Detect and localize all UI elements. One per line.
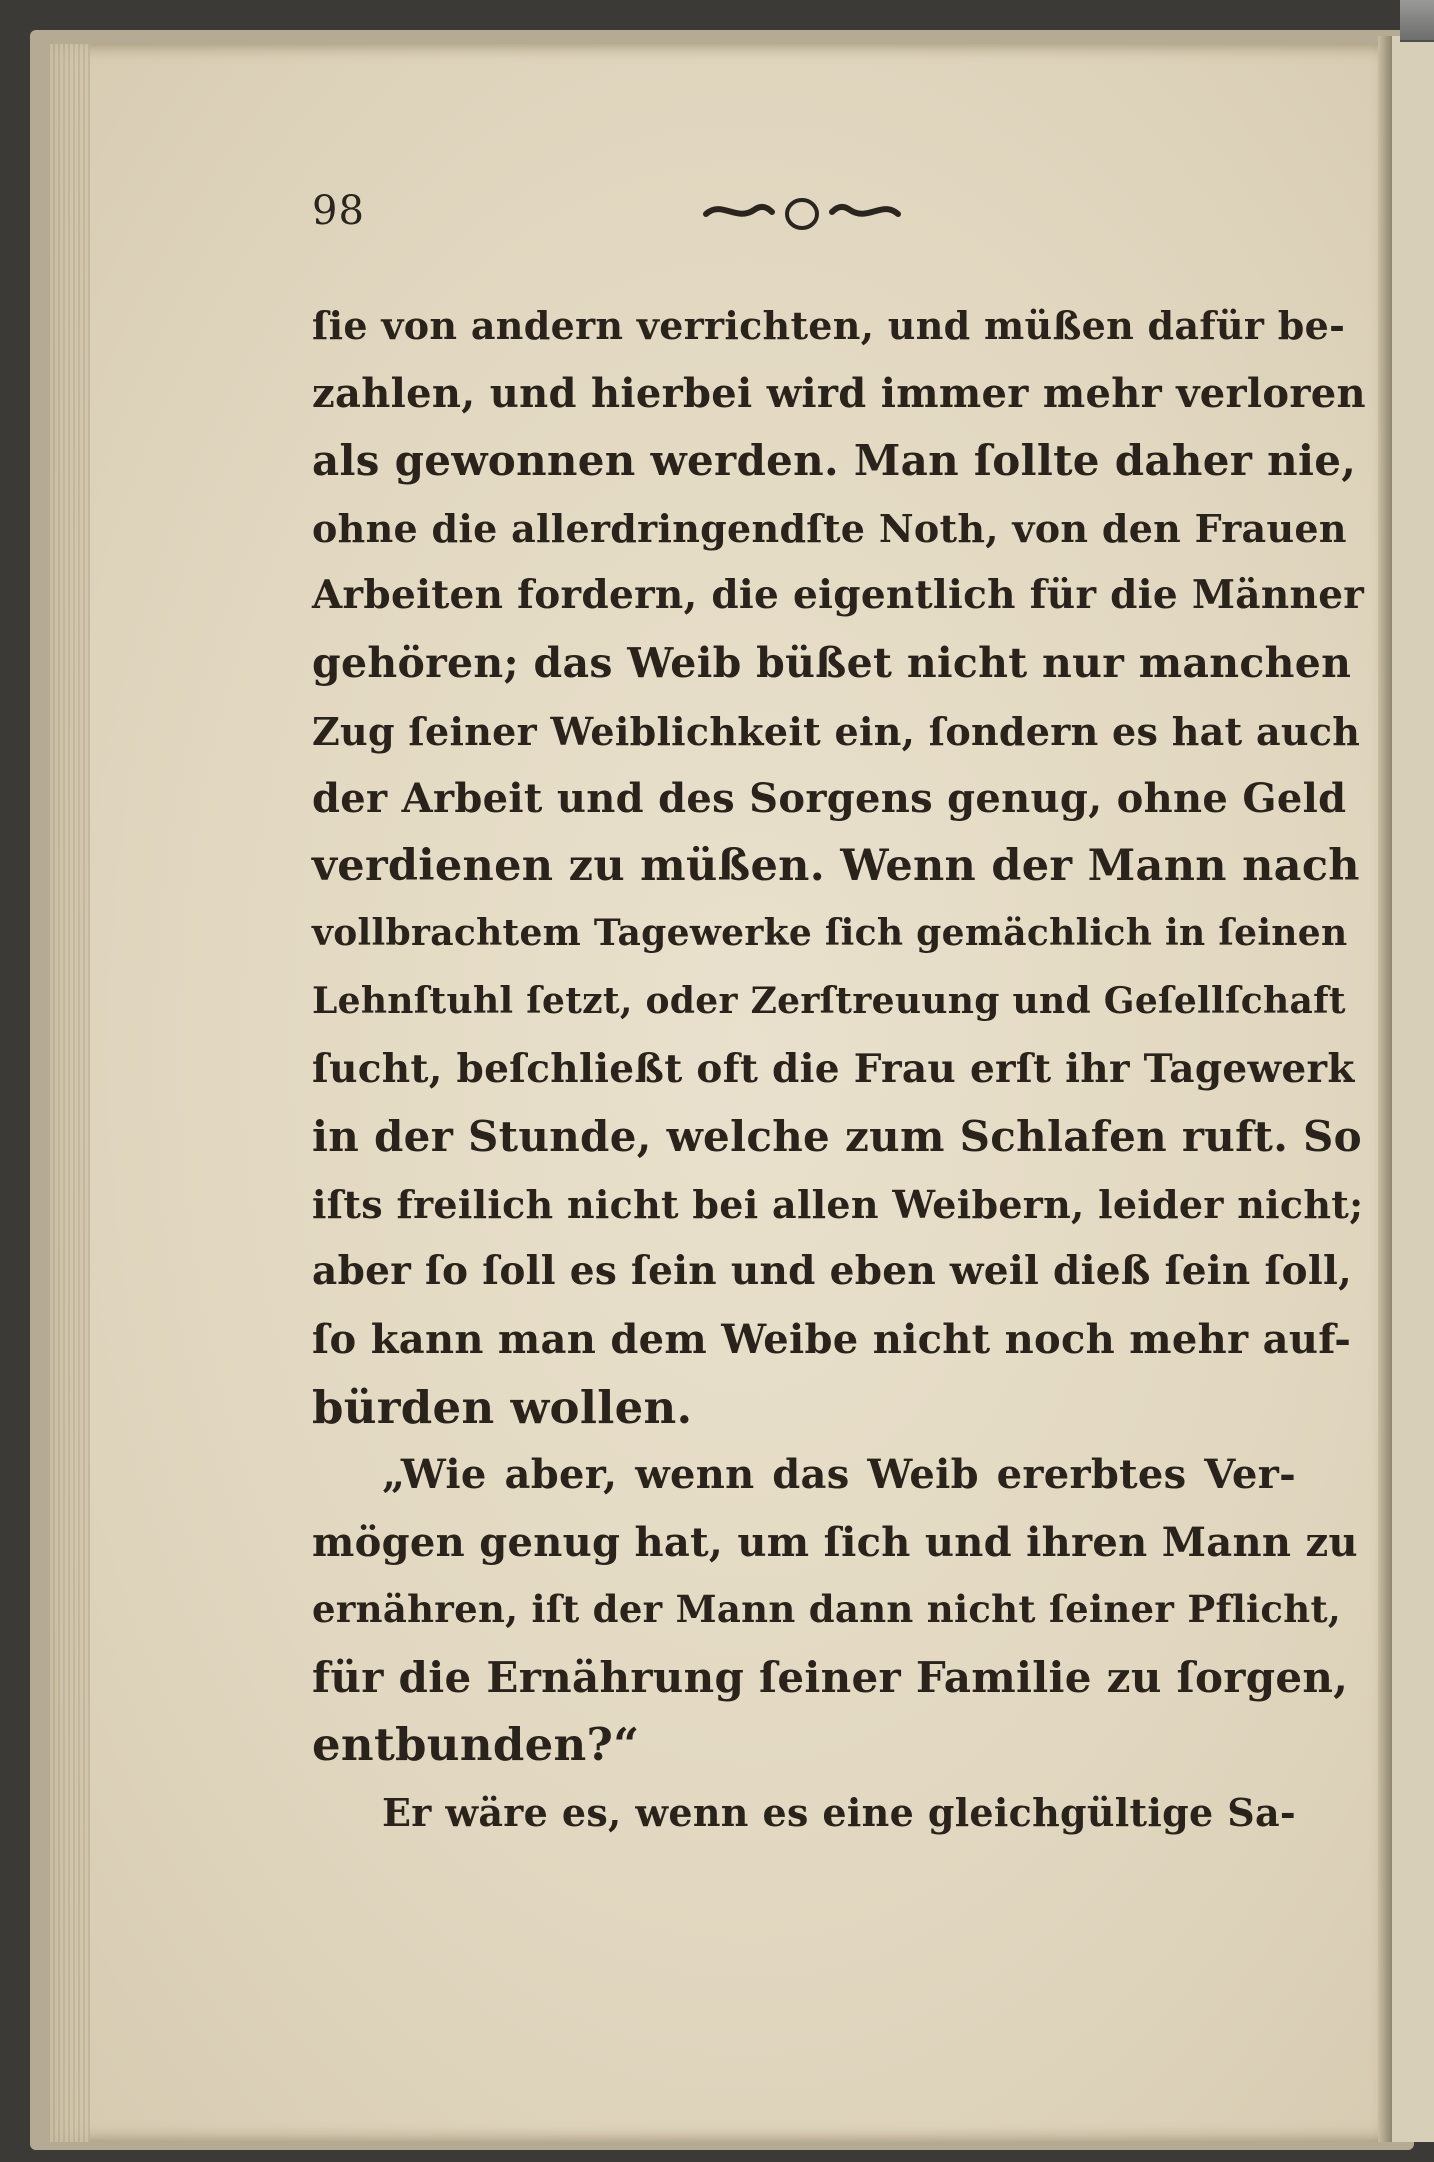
text-line: vollbrachtem Tagewerke ſich gemächlich in ſeinen	[312, 912, 1348, 955]
text-line: für die Ernährung ſeiner Familie zu ſorgen,	[312, 1652, 1349, 1702]
text-line: bürden wollen.	[312, 1380, 693, 1434]
next-page-edge	[1392, 36, 1434, 2142]
ornament-icon	[702, 192, 902, 232]
text-line: Arbeiten fordern, die eigentlich für die Männer	[312, 572, 1365, 619]
text-line: Lehnſtuhl ſetzt, oder Zerſtreuung und Geſellſchaft	[312, 979, 1346, 1022]
text-line: Zug ſeiner Weiblichkeit ein, ſondern es hat auch	[312, 708, 1361, 754]
text-line: ſo kann man dem Weibe nicht noch mehr auf-	[312, 1315, 1352, 1363]
text-line: iſts freilich nicht bei allen Weibern, leider nicht;	[312, 1181, 1364, 1227]
clip-icon	[1400, 0, 1434, 42]
text-line: ſucht, beſchließt oft die Frau erſt ihr Tagewerk	[312, 1045, 1355, 1092]
text-line: ernähren, iſt der Mann dann nicht ſeiner Pflicht,	[312, 1587, 1342, 1632]
page-header	[312, 188, 1292, 248]
body-text	[312, 292, 1366, 1847]
text-line: gehören; das Weib büßet nicht nur manchen	[312, 638, 1352, 687]
page-leaves	[50, 44, 90, 2142]
text-line: Er wäre es, wenn es eine gleichgültige Sa-	[382, 1790, 1296, 1836]
page-number: 98	[312, 188, 365, 234]
text-line: mögen genug hat, um ſich und ihren Mann zu	[312, 1518, 1358, 1566]
text-line: ſie von andern verrichten, und müßen dafür be-	[312, 303, 1346, 348]
text-line: „Wie aber, wenn das Weib ererbtes Ver-	[382, 1451, 1296, 1499]
text-line: zahlen, und hierbei wird immer mehr verloren	[312, 369, 1366, 417]
text-line: verdienen zu müßen. Wenn der Mann nach	[312, 840, 1360, 891]
text-line: entbunden?“	[312, 1718, 640, 1772]
text-line: der Arbeit und des Sorgens genug, ohne Geld	[312, 775, 1347, 823]
text-line: aber ſo ſoll es ſein und eben weil dieß ſein ſoll,	[312, 1248, 1352, 1295]
text-line: ohne die allerdringendſte Noth, von den Frauen	[312, 505, 1347, 551]
text-line: als gewonnen werden. Man ſollte daher nie,	[312, 436, 1357, 486]
text-line: in der Stunde, welche zum Schlafen ruft. So	[312, 1112, 1362, 1162]
book-gutter	[1378, 36, 1392, 2142]
